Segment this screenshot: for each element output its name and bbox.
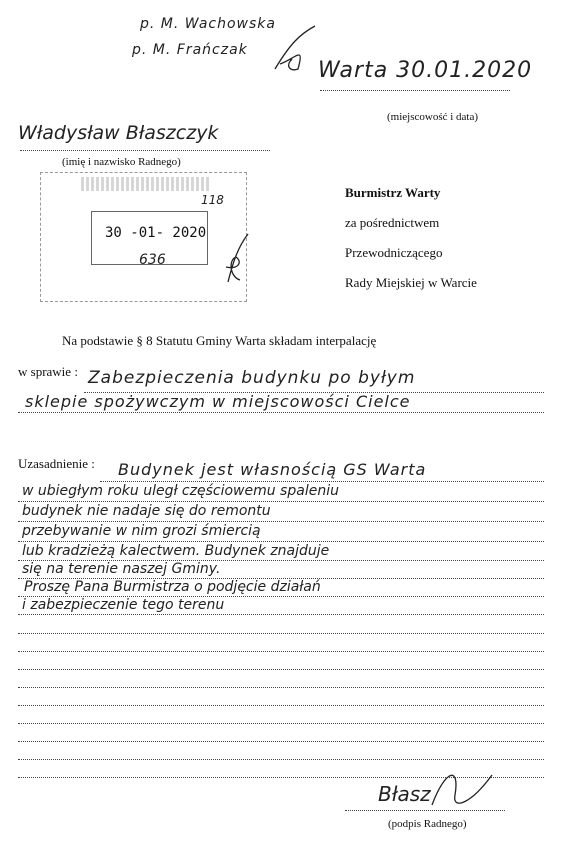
justification-line-7: Proszę Pana Burmistrza o podjęcie działań: [24, 579, 321, 595]
ruled-line: [100, 481, 544, 482]
handwritten-name-1: p. M. Wachowska: [140, 16, 276, 32]
justification-line-5: lub kradzieżą kalectwem. Budynek znajduje: [22, 543, 330, 559]
stamp-signature: [218, 232, 258, 287]
ruled-line: [18, 560, 544, 561]
ruled-line: [18, 501, 544, 502]
signature-caption: (podpis Radnego): [388, 818, 467, 830]
intro-text: Na podstawie § 8 Statutu Gminy Warta składam interpalację: [62, 333, 377, 348]
ruled-line: [18, 741, 544, 742]
ruled-line: [18, 669, 544, 670]
ruled-line: [18, 723, 544, 724]
signature: Błasz: [378, 782, 431, 806]
ruled-line: [18, 651, 544, 652]
addressee-line-3: Przewodniczącego: [345, 245, 443, 260]
ruled-line: [18, 578, 544, 579]
addressee-line-4: Rady Miejskiej w Warcie: [345, 275, 477, 290]
addressee-title: Burmistrz Warty: [345, 185, 441, 200]
ruled-line: [18, 705, 544, 706]
ruled-line: [18, 541, 544, 542]
justification-label: Uzasadnienie :: [18, 456, 95, 471]
justification-line-6: się na terenie naszej Gminy.: [22, 561, 221, 577]
justification-line-3: budynek nie nadaje się do remontu: [22, 503, 271, 519]
place-date-line: [320, 90, 510, 91]
ruled-line: [18, 687, 544, 688]
subject-label: w sprawie :: [18, 364, 78, 379]
stamp-number: 636: [139, 252, 166, 268]
addressee-line-2: za pośrednictwem: [345, 215, 440, 230]
ruled-line: [18, 614, 544, 615]
initials-scribble: [270, 24, 320, 74]
name-line: [20, 150, 270, 151]
ruled-line: [18, 596, 544, 597]
place-date-caption: (miejscowość i data): [387, 111, 479, 123]
subject-line-1: Zabezpieczenia budynku po byłym: [88, 368, 416, 388]
stamp-side-number: 118: [201, 193, 224, 207]
signature-flourish: [430, 765, 500, 815]
subject-dots-2: [18, 412, 544, 413]
ruled-line: [18, 633, 544, 634]
ruled-line: [18, 521, 544, 522]
justification-line-4: przebywanie w nim grozi śmiercią: [22, 523, 261, 539]
signature-line: [345, 810, 505, 811]
handwritten-name-2: p. M. Frańczak: [132, 42, 248, 58]
councillor-name: Władysław Błaszczyk: [18, 122, 219, 144]
registry-stamp: [40, 172, 247, 302]
justification-line-2: w ubiegłym roku uległ częściowemu spaleniu: [22, 483, 339, 499]
ruled-line: [18, 759, 544, 760]
name-caption: (imię i nazwisko Radnego): [62, 156, 181, 168]
place-date: Warta 30.01.2020: [318, 58, 533, 83]
stamp-date: 30 -01- 2020: [105, 225, 207, 241]
justification-line-1: Budynek jest własnością GS Warta: [118, 460, 427, 479]
justification-line-8: i zabezpieczenie tego terenu: [22, 597, 225, 613]
subject-line-2: sklepie spożywczym w miejscowości Cielce: [25, 392, 411, 411]
